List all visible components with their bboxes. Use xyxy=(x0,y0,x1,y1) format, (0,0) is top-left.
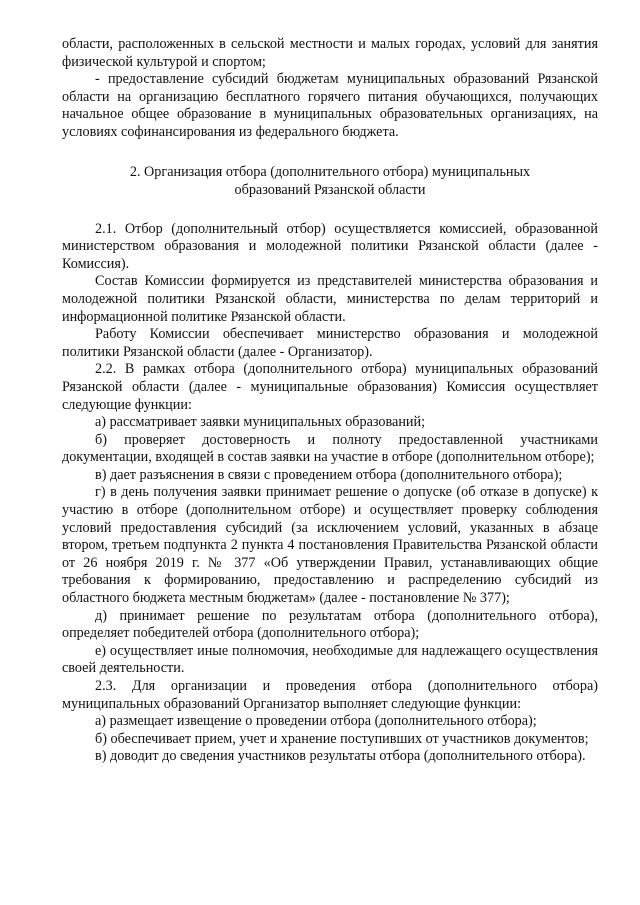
paragraph-commission-work: Работу Комиссии обеспечивает министерство образования и молодежной политики Рязанской области (далее - Организатор). xyxy=(62,326,598,360)
paragraph-2-3: 2.3. Для организации и проведения отбора (дополнительного отбора) муниципальных образований Организатор выполняет следующие функции: xyxy=(62,678,598,712)
list-item-a: а) рассматривает заявки муниципальных образований; xyxy=(95,414,426,431)
section-heading xyxy=(62,163,598,199)
list-item-b: б) проверяет достоверность и полноту предоставленной участниками документации, входящей в состав заявки на участие в отборе (дополнительном отборе); xyxy=(62,431,598,466)
paragraph-continuation: области, расположенных в сельской местности и малых городах, условий для занятия физической культурой и спортом; xyxy=(62,36,598,70)
list-item-e: е) осуществляет иные полномочия, необходимые для надлежащего осуществления своей деятельности. xyxy=(62,642,598,677)
list-item-b-2: б) обеспечивает прием, учет и хранение поступивших от участников документов; xyxy=(95,730,589,747)
paragraph-2-2: 2.2. В рамках отбора (дополнительного отбора) муниципальных образований Рязанской области (далее - муниципальные образования) Комиссия осуществляет следующие функции: xyxy=(62,361,598,413)
section-heading-line-1: 2. Организация отбора (дополнительного отбора) муниципальных xyxy=(129,163,531,180)
list-item-d: д) принимает решение по результатам отбора (дополнительного отбора), определяет победителей отбора (дополнительного отбора); xyxy=(62,607,598,642)
list-item-g: г) в день получения заявки принимает решение о допуске (об отказе в допуске) к участию в отборе (дополнительном отборе) и осуществляет проверку соблюдения условий предоставления субсидий (за исключением условий, указанных в абзаце втором, третьем подпункта 2 пункта 4 постановления Правительства Рязанской области от 26 ноября 2019 г. № 377 «Об утверждении Правил, устанавливающих общие требования к формированию, предоставлению и распределению субсидий из областного бюджета местным бюджетам» (далее - постановление № 377); xyxy=(62,484,598,607)
paragraph-2-1: 2.1. Отбор (дополнительный отбор) осуществляется комиссией, образованной министерством образования и молодежной политики Рязанской области (далее - Комиссия). xyxy=(62,220,598,272)
list-item-v-2: в) доводит до сведения участников результаты отбора (дополнительного отбора). xyxy=(95,748,586,765)
paragraph-subsidy-meals: - предоставление субсидий бюджетам муниципальных образований Рязанской области на организацию бесплатного горячего питания обучающихся, получающих начальное общее образование в муниципальных образовательных организациях, на условиях софинансирования из федерального бюджета. xyxy=(62,71,598,140)
paragraph-commission-composition: Состав Комиссии формируется из представителей министерства образования и молодежной политики Рязанской области, министерства по делам территорий и информационной политике Рязанской области. xyxy=(62,273,598,325)
list-item-a-2: а) размещает извещение о проведении отбора (дополнительного отбора); xyxy=(95,713,537,730)
section-heading-line-2: образований Рязанской области xyxy=(234,181,426,198)
list-item-v: в) дает разъяснения в связи с проведением отбора (дополнительного отбора); xyxy=(95,466,563,483)
